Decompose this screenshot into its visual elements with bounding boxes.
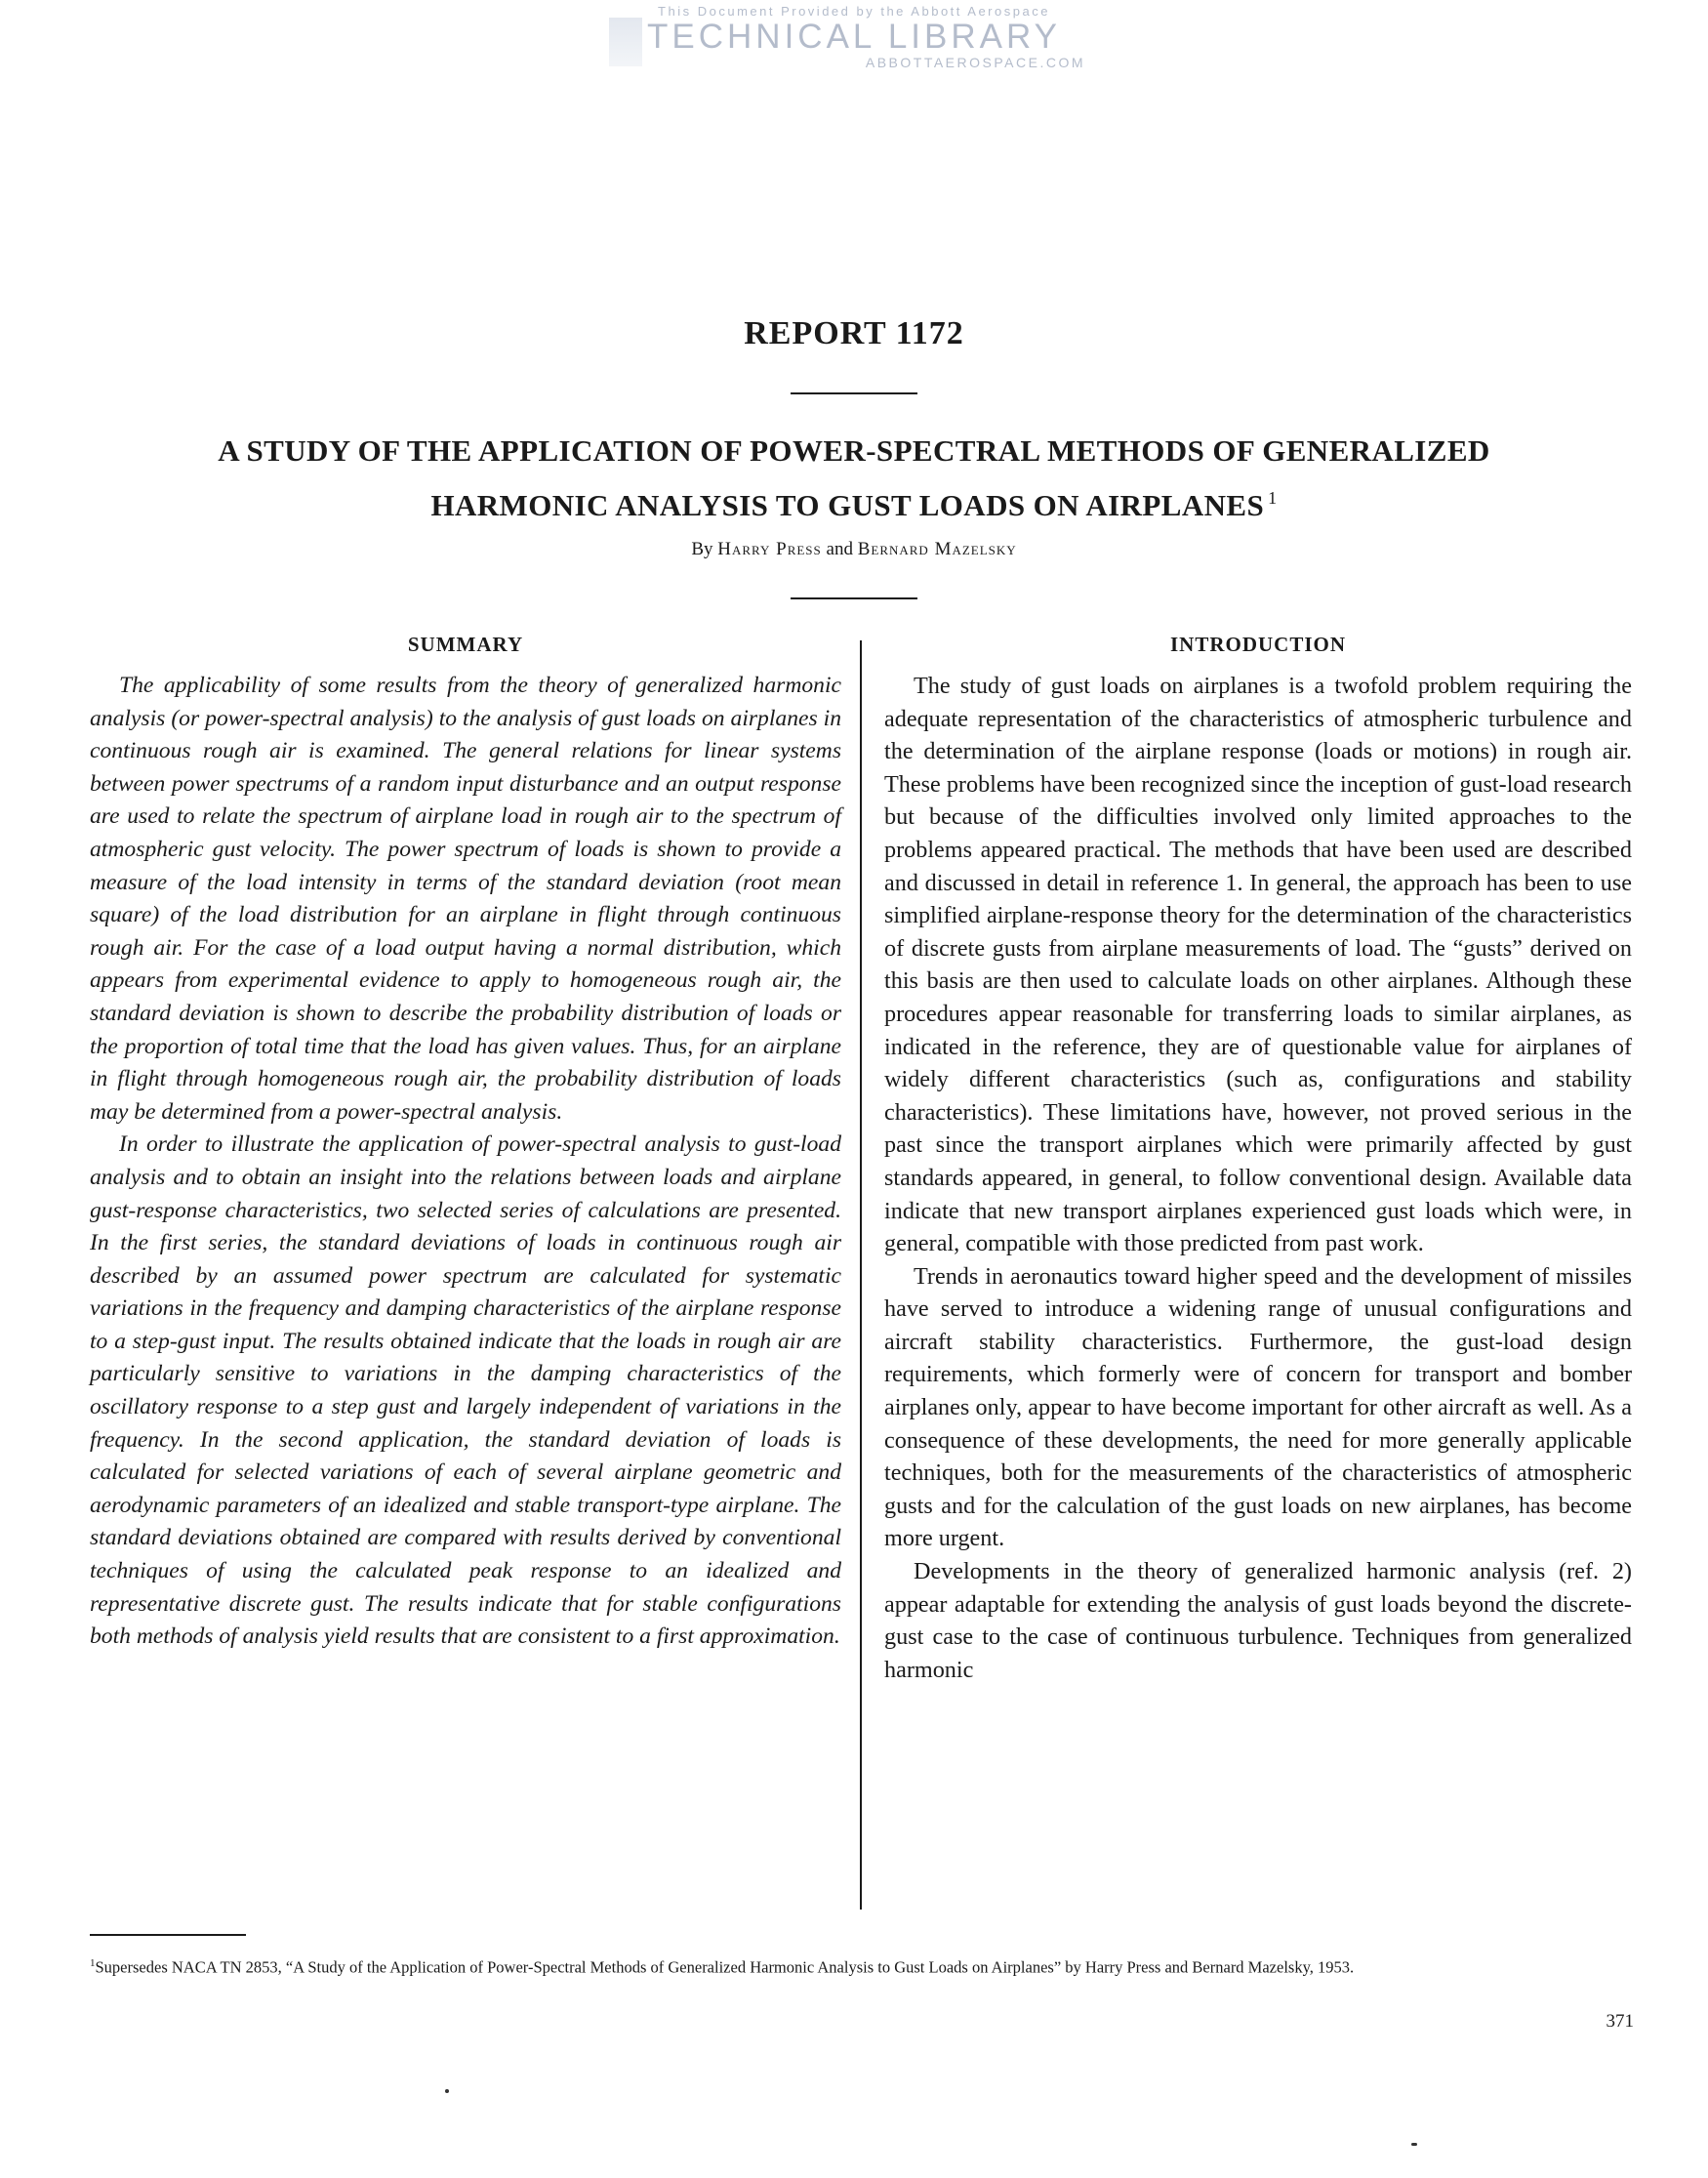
- introduction-paragraph-1: The study of gust loads on airplanes is a twofold problem requiring the adequate representation of the characteristics of atmospheric turbulence and the determination of the airplane response (loads or motions) in rough air. These problems have been recognized since the inception of gust-load research but because of the difficulties involved only limited approaches to the problems appeared practical. The methods that have been used are described and discussed in detail in reference 1. In general, the approach has been to use simplified airplane-response theory for the determination of the characteristics of discrete gusts from airplane measurements of load. The “gusts” derived on this basis are then used to calculate loads on other airplanes. Although these procedures appear reasonable for transferring loads to similar airplanes, as indicated in the reference, they are of questionable value for airplanes of widely different characteristics (such as, configurations and stability characteristics). These limitations have, however, not proved serious in the past since the transport airplanes which were primarily affected by gust standards appeared, in general, to follow conventional design. Available data indicate that new transport airplanes experienced gust loads which were, in general, compatible with those predicted from past work.: [884, 673, 1632, 1257]
- watermark-provided-text: This Document Provided by the Abbott Aerospace: [658, 4, 1050, 19]
- watermark: [605, 4, 1103, 70]
- paper-title-line-1: A STUDY OF THE APPLICATION OF POWER-SPECTRAL METHODS OF GENERALIZED: [218, 433, 1490, 468]
- summary-paragraph-2: In order to illustrate the application of power-spectral analysis to gust-load analysis and to obtain an insight into the relations between loads and airplane gust-response characteristics, two selected series of calculations are presented. In the first series, the standard deviations of loads in continuous rough air described by an assumed power spectrum are calculated for systematic variations in the frequency and damping characteristics of the airplane response to a step-gust input. The results obtained indicate that the loads in rough air are particularly sensitive to variations in the damping characteristics of the oscillatory response to a step gust and largely independent of variations in the frequency. In the second application, the standard deviation of loads is calculated for selected variations of each of several airplane geometric and aerodynamic parameters of an idealized and stable transport-type airplane. The standard deviations obtained are compared with results derived by conventional techniques of using the calculated peak response to an idealized and representative discrete gust. The results indicate that for stable configurations both methods of analysis yield results that are consistent to a first approximation.: [90, 1131, 841, 1650]
- author-2: Bernard Mazelsky: [857, 539, 1017, 559]
- byline-and: and: [826, 539, 853, 559]
- watermark-site: ABBOTTAEROSPACE.COM: [865, 55, 1085, 70]
- page-number: 371: [1606, 2011, 1634, 2032]
- watermark-title: TECHNICAL LIBRARY: [647, 18, 1061, 56]
- report-number: REPORT 1172: [744, 315, 964, 351]
- scan-speck: [445, 2089, 449, 2093]
- summary-column: [90, 670, 841, 1654]
- footnote-mark: 1: [90, 1957, 96, 1969]
- paper-title: [98, 428, 1610, 529]
- summary-paragraph-1: The applicability of some results from the theory of generalized harmonic analysis (or power-spectral analysis) to the analysis of gust loads on airplanes in continuous rough air is examined. The general relations for linear systems between power spectrums of a random input disturbance and an output response are used to relate the spectrum of airplane load in rough air to the spectrum of atmospheric gust velocity. The power spectrum of loads is shown to provide a measure of the load intensity in terms of the standard deviation (root mean square) of the load distribution for an airplane in flight through continuous rough air. For the case of a load output having a normal distribution, which appears from experimental evidence to apply to homogeneous rough air, the standard deviation is shown to describe the probability distribution of loads or the proportion of total time that the load has given values. Thus, for an airplane in flight through homogeneous rough air, the probability distribution of loads may be determined from a power-spectral analysis.: [90, 673, 841, 1125]
- introduction-column: [884, 670, 1632, 1686]
- byline: [0, 539, 1708, 560]
- introduction-heading: INTRODUCTION: [1169, 633, 1347, 656]
- footnote: [90, 1952, 1632, 1979]
- footnote-rule: [90, 1934, 246, 1936]
- summary-heading: SUMMARY: [407, 633, 524, 656]
- footnote-text: Supersedes NACA TN 2853, “A Study of the Application of Power-Spectral Methods of Generalized Harmonic Analysis to Gust Loads on Airplanes” by Harry Press and Bernard Mazelsky, 1953.: [95, 1957, 1355, 1977]
- paper-title-line-2: [98, 474, 1610, 529]
- paper-title-line-2-text: HARMONIC ANALYSIS TO GUST LOADS ON AIRPLANES: [430, 488, 1265, 522]
- scan-speck: [1411, 2143, 1417, 2146]
- byline-rule: [791, 597, 917, 599]
- introduction-paragraph-2: Trends in aeronautics toward higher speed and the development of missiles have served to introduce a widening range of unusual configurations and aircraft stability characteristics. Furthermore, the gust-load design requirements, which formerly were of concern for transport and bomber airplanes only, appear to have become important for other aircraft as well. As a consequence of these developments, the need for more generally applicable techniques, both for the measurements of the characteristics of atmospheric gusts and for the calculation of the gust loads on new airplanes, has become more urgent.: [884, 1262, 1632, 1552]
- byline-by: By: [691, 539, 713, 559]
- title-rule-top: [791, 392, 917, 394]
- title-footnote-mark: 1: [1268, 488, 1278, 508]
- author-1: Harry Press: [717, 539, 822, 559]
- column-divider: [860, 640, 862, 1910]
- introduction-paragraph-3: Developments in the theory of generalized harmonic analysis (ref. 2) appear adaptable for extending the analysis of gust loads beyond the discrete-gust case to the case of continuous turbulence. Techniques from generalized harmonic: [884, 1558, 1632, 1683]
